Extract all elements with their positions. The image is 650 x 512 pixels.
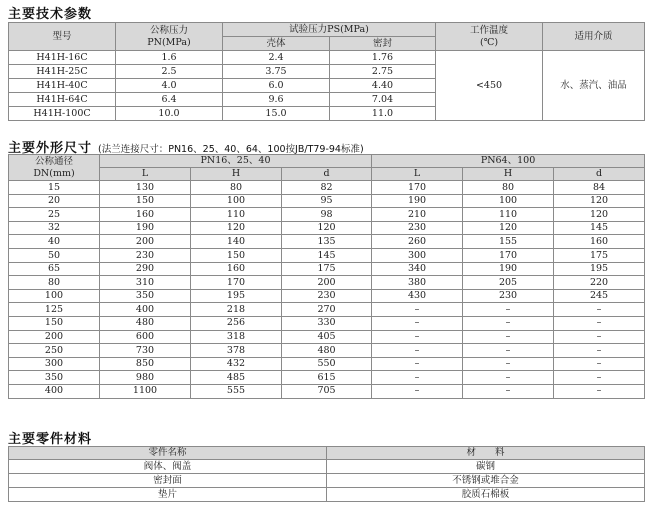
header-temp-line1: 工作温度 — [470, 25, 509, 36]
L1-cell: 600 — [100, 330, 191, 344]
H1-cell: 120 — [191, 221, 282, 235]
dims-header-row — [9, 155, 645, 168]
L2-cell: – — [372, 303, 463, 317]
d2-cell: – — [554, 371, 645, 385]
H2-cell: – — [463, 303, 554, 317]
L2-cell: – — [372, 357, 463, 371]
dn-cell: 125 — [9, 303, 100, 317]
header-seal: 密封 — [330, 37, 436, 51]
H2-cell: 100 — [463, 194, 554, 208]
temp-cell: <450 — [436, 51, 543, 121]
L1-cell: 480 — [100, 316, 191, 330]
dn-cell: 32 — [9, 221, 100, 235]
dn-cell: 65 — [9, 262, 100, 276]
H2-cell: 110 — [463, 208, 554, 222]
d1-cell: 120 — [282, 221, 372, 235]
header-L-2: L — [372, 168, 463, 181]
d2-cell: 175 — [554, 248, 645, 262]
H1-cell: 195 — [191, 289, 282, 303]
d1-cell: 98 — [282, 208, 372, 222]
H1-cell: 150 — [191, 248, 282, 262]
dn-cell: 350 — [9, 371, 100, 385]
model-cell: H41H-64C — [9, 93, 116, 107]
H2-cell: 205 — [463, 276, 554, 290]
dims-row — [9, 330, 645, 344]
media-cell: 水、蒸汽、油品 — [543, 51, 645, 121]
header-shell: 壳体 — [223, 37, 330, 51]
H1-cell: 160 — [191, 262, 282, 276]
d2-cell: 120 — [554, 208, 645, 222]
seal-pressure-cell: 1.76 — [330, 51, 436, 65]
L2-cell: – — [372, 384, 463, 398]
material-cell: 胶质石棉板 — [327, 488, 645, 502]
d1-cell: 95 — [282, 194, 372, 208]
H1-cell: 170 — [191, 276, 282, 290]
part-name-cell: 阀体、阀盖 — [9, 460, 327, 474]
shell-pressure-cell: 15.0 — [223, 107, 330, 121]
dn-cell: 200 — [9, 330, 100, 344]
H2-cell: 230 — [463, 289, 554, 303]
materials-row — [9, 488, 645, 502]
d1-cell: 330 — [282, 316, 372, 330]
header-H-2: H — [463, 168, 554, 181]
seal-pressure-cell: 4.40 — [330, 79, 436, 93]
d1-cell: 405 — [282, 330, 372, 344]
d2-cell: 160 — [554, 235, 645, 249]
header-pn-line1: 公称压力 — [149, 25, 188, 36]
L1-cell: 730 — [100, 344, 191, 358]
materials-row — [9, 460, 645, 474]
dn-cell: 150 — [9, 316, 100, 330]
d1-cell: 145 — [282, 248, 372, 262]
L2-cell: 300 — [372, 248, 463, 262]
L2-cell: – — [372, 316, 463, 330]
L1-cell: 980 — [100, 371, 191, 385]
dims-title-text: 主要外形尺寸 — [8, 141, 93, 156]
dims-row — [9, 344, 645, 358]
material-cell: 碳钢 — [327, 460, 645, 474]
tech-params-table — [8, 22, 645, 121]
pn-cell: 1.6 — [116, 51, 223, 65]
model-cell: H41H-100C — [9, 107, 116, 121]
model-cell: H41H-25C — [9, 65, 116, 79]
H2-cell: – — [463, 384, 554, 398]
dn-cell: 15 — [9, 181, 100, 195]
header-pn-line2: PN(MPa) — [147, 36, 191, 48]
dn-cell: 40 — [9, 235, 100, 249]
header-dn — [9, 155, 100, 181]
L1-cell: 200 — [100, 235, 191, 249]
pn-cell: 2.5 — [116, 65, 223, 79]
dims-row — [9, 221, 645, 235]
L2-cell: 260 — [372, 235, 463, 249]
dn-cell: 400 — [9, 384, 100, 398]
L1-cell: 290 — [100, 262, 191, 276]
material-cell: 不锈钢或堆合金 — [327, 474, 645, 488]
L2-cell: 170 — [372, 181, 463, 195]
L1-cell: 160 — [100, 208, 191, 222]
L1-cell: 350 — [100, 289, 191, 303]
header-dn-line2: DN(mm) — [33, 167, 75, 179]
H1-cell: 555 — [191, 384, 282, 398]
pn-cell: 6.4 — [116, 93, 223, 107]
L2-cell: 380 — [372, 276, 463, 290]
dn-cell: 300 — [9, 357, 100, 371]
d2-cell: – — [554, 303, 645, 317]
H2-cell: 80 — [463, 181, 554, 195]
dims-row — [9, 208, 645, 222]
shell-pressure-cell: 6.0 — [223, 79, 330, 93]
H1-cell: 80 — [191, 181, 282, 195]
H2-cell: – — [463, 371, 554, 385]
part-name-cell: 垫片 — [9, 488, 327, 502]
header-group-pn16-40: PN16、25、40 — [100, 155, 372, 168]
H1-cell: 432 — [191, 357, 282, 371]
tech-row — [9, 51, 645, 65]
model-cell: H41H-16C — [9, 51, 116, 65]
H1-cell: 378 — [191, 344, 282, 358]
dims-row — [9, 384, 645, 398]
header-temp — [436, 23, 543, 51]
L1-cell: 400 — [100, 303, 191, 317]
header-L-1: L — [100, 168, 191, 181]
H2-cell: – — [463, 357, 554, 371]
header-part: 零件名称 — [9, 447, 327, 460]
part-name-cell: 密封面 — [9, 474, 327, 488]
L1-cell: 230 — [100, 248, 191, 262]
L1-cell: 850 — [100, 357, 191, 371]
L2-cell: 340 — [372, 262, 463, 276]
H1-cell: 140 — [191, 235, 282, 249]
dims-row — [9, 316, 645, 330]
header-d-2: d — [554, 168, 645, 181]
pn-cell: 4.0 — [116, 79, 223, 93]
seal-pressure-cell: 7.04 — [330, 93, 436, 107]
dims-note: (法兰连接尺寸：PN16、25、40、64、100按JB/T79-94标准) — [98, 144, 364, 155]
L2-cell: – — [372, 371, 463, 385]
header-model: 型号 — [9, 23, 116, 51]
dims-row — [9, 357, 645, 371]
H1-cell: 485 — [191, 371, 282, 385]
dims-subheader-row — [9, 168, 645, 181]
shell-pressure-cell: 2.4 — [223, 51, 330, 65]
L1-cell: 190 — [100, 221, 191, 235]
d1-cell: 550 — [282, 357, 372, 371]
L1-cell: 150 — [100, 194, 191, 208]
header-group-pn64-100: PN64、100 — [372, 155, 645, 168]
seal-pressure-cell: 2.75 — [330, 65, 436, 79]
H2-cell: – — [463, 344, 554, 358]
dn-cell: 80 — [9, 276, 100, 290]
H1-cell: 110 — [191, 208, 282, 222]
L2-cell: 230 — [372, 221, 463, 235]
d2-cell: – — [554, 357, 645, 371]
d2-cell: – — [554, 344, 645, 358]
dn-cell: 100 — [9, 289, 100, 303]
H1-cell: 256 — [191, 316, 282, 330]
H1-cell: 100 — [191, 194, 282, 208]
dn-cell: 25 — [9, 208, 100, 222]
dimensions-table — [8, 154, 645, 399]
dims-row — [9, 371, 645, 385]
H1-cell: 218 — [191, 303, 282, 317]
tech-header-row — [9, 23, 645, 37]
dims-row — [9, 303, 645, 317]
d1-cell: 230 — [282, 289, 372, 303]
d1-cell: 705 — [282, 384, 372, 398]
materials-row — [9, 474, 645, 488]
header-d-1: d — [282, 168, 372, 181]
dn-cell: 250 — [9, 344, 100, 358]
d2-cell: 245 — [554, 289, 645, 303]
d2-cell: 120 — [554, 194, 645, 208]
d1-cell: 270 — [282, 303, 372, 317]
header-media: 适用介质 — [543, 23, 645, 51]
dims-row — [9, 262, 645, 276]
L2-cell: 190 — [372, 194, 463, 208]
d1-cell: 615 — [282, 371, 372, 385]
L1-cell: 310 — [100, 276, 191, 290]
seal-pressure-cell: 11.0 — [330, 107, 436, 121]
dims-row — [9, 248, 645, 262]
materials-header-row — [9, 447, 645, 460]
H2-cell: 155 — [463, 235, 554, 249]
d1-cell: 82 — [282, 181, 372, 195]
H1-cell: 318 — [191, 330, 282, 344]
d2-cell: 220 — [554, 276, 645, 290]
d1-cell: 480 — [282, 344, 372, 358]
pn-cell: 10.0 — [116, 107, 223, 121]
dims-row — [9, 181, 645, 195]
dn-cell: 20 — [9, 194, 100, 208]
d2-cell: 145 — [554, 221, 645, 235]
d1-cell: 200 — [282, 276, 372, 290]
dn-cell: 50 — [9, 248, 100, 262]
dims-row — [9, 235, 645, 249]
d2-cell: 195 — [554, 262, 645, 276]
dims-row — [9, 289, 645, 303]
H2-cell: 190 — [463, 262, 554, 276]
dims-row — [9, 194, 645, 208]
materials-section-title: 主要零件材料 — [8, 432, 93, 447]
shell-pressure-cell: 9.6 — [223, 93, 330, 107]
header-dn-line1: 公称通径 — [34, 156, 73, 167]
header-material: 材 料 — [327, 447, 645, 460]
header-H-1: H — [191, 168, 282, 181]
shell-pressure-cell: 3.75 — [223, 65, 330, 79]
model-cell: H41H-40C — [9, 79, 116, 93]
H2-cell: 170 — [463, 248, 554, 262]
L2-cell: 430 — [372, 289, 463, 303]
L1-cell: 130 — [100, 181, 191, 195]
header-pn — [116, 23, 223, 51]
tech-section-title: 主要技术参数 — [8, 7, 93, 22]
header-temp-line2: (℃) — [479, 36, 499, 48]
d2-cell: – — [554, 316, 645, 330]
d2-cell: 84 — [554, 181, 645, 195]
L2-cell: – — [372, 344, 463, 358]
L2-cell: – — [372, 330, 463, 344]
d2-cell: – — [554, 384, 645, 398]
dims-row — [9, 276, 645, 290]
H2-cell: 120 — [463, 221, 554, 235]
H2-cell: – — [463, 330, 554, 344]
L2-cell: 210 — [372, 208, 463, 222]
H2-cell: – — [463, 316, 554, 330]
materials-table — [8, 446, 645, 502]
d1-cell: 175 — [282, 262, 372, 276]
L1-cell: 1100 — [100, 384, 191, 398]
d2-cell: – — [554, 330, 645, 344]
d1-cell: 135 — [282, 235, 372, 249]
header-ps: 试验压力PS(MPa) — [223, 23, 436, 37]
